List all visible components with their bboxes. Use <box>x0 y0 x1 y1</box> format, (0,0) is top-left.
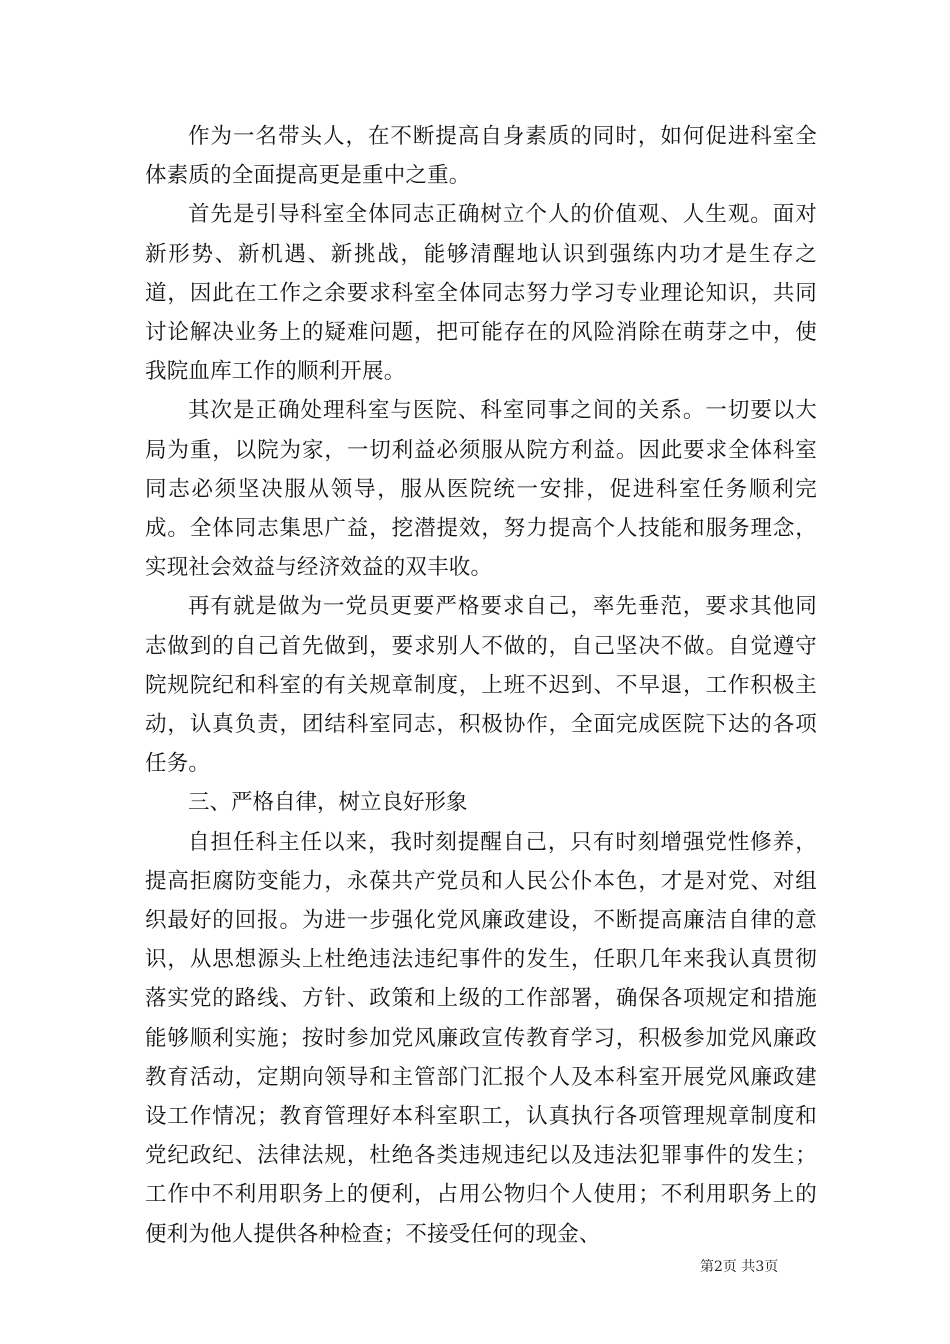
footer-prefix: 第 <box>700 1259 714 1275</box>
paragraph-integrity: 自担任科主任以来，我时刻提醒自己，只有时刻增强党性修养，提高拒腐防变能力，永葆共产党员和人民公仆本色，才是对党、对组织最好的回报。为进一步强化党风廉政建设，不断提高廉洁自律的意识，从思想源头上杜绝违法违纪事件的发生，任职几年来我认真贯彻落实党的路线、方针、政策和上级的工作部署，确保各项规定和措施能够顺利实施；按时参加党风廉政宣传教育学习，积极参加党风廉政教育活动，定期向领导和主管部门汇报个人及本科室开展党风廉政建设工作情况；教育管理好本科室职工，认真执行各项管理规章制度和党纪政纪、法律法规，杜绝各类违规违纪以及违法犯罪事件的发生；工作中不利用职务上的便利，占用公物归个人使用；不利用职务上的便利为他人提供各种检查；不接受任何的现金、 <box>145 829 817 1247</box>
document-body <box>145 117 817 1254</box>
page-number-footer <box>700 1256 778 1276</box>
footer-suffix: 页 <box>764 1259 779 1275</box>
paragraph-party-member-example: 再有就是做为一党员更要严格要求自己，率先垂范，要求其他同志做到的自己首先做到，要求别人不做的，自己坚决不做。自觉遵守院规院纪和科室的有关规章制度，上班不迟到、不早退，工作积极主动，认真负责，团结科室同志，积极协作，全面完成医院下达的各项任务。 <box>145 594 817 777</box>
section-heading-self-discipline: 三、严格自律，树立良好形象 <box>188 790 468 816</box>
footer-total-pages: 3 <box>755 1259 765 1275</box>
paragraph-leader-duty: 作为一名带头人，在不断提高自身素质的同时，如何促进科室全体素质的全面提高更是重中之重。 <box>145 124 817 189</box>
footer-middle: 页 共 <box>722 1259 756 1275</box>
footer-current-page: 2 <box>714 1259 723 1275</box>
paragraph-values-guidance: 首先是引导科室全体同志正确树立个人的价值观、人生观。面对新形势、新机遇、新挑战，能够清醒地认识到强练内功才是生存之道，因此在工作之余要求科室全体同志努力学习专业理论知识，共同讨论解决业务上的疑难问题，把可能存在的风险消除在萌芽之中，使我院血库工作的顺利开展。 <box>145 202 817 385</box>
paragraph-relationships: 其次是正确处理科室与医院、科室同事之间的关系。一切要以大局为重，以院为家，一切利益必须服从院方利益。因此要求全体科室同志必须坚决服从领导，服从医院统一安排，促进科室任务顺利完成。全体同志集思广益，挖潜提效，努力提高个人技能和服务理念，实现社会效益与经济效益的双丰收。 <box>145 398 817 581</box>
